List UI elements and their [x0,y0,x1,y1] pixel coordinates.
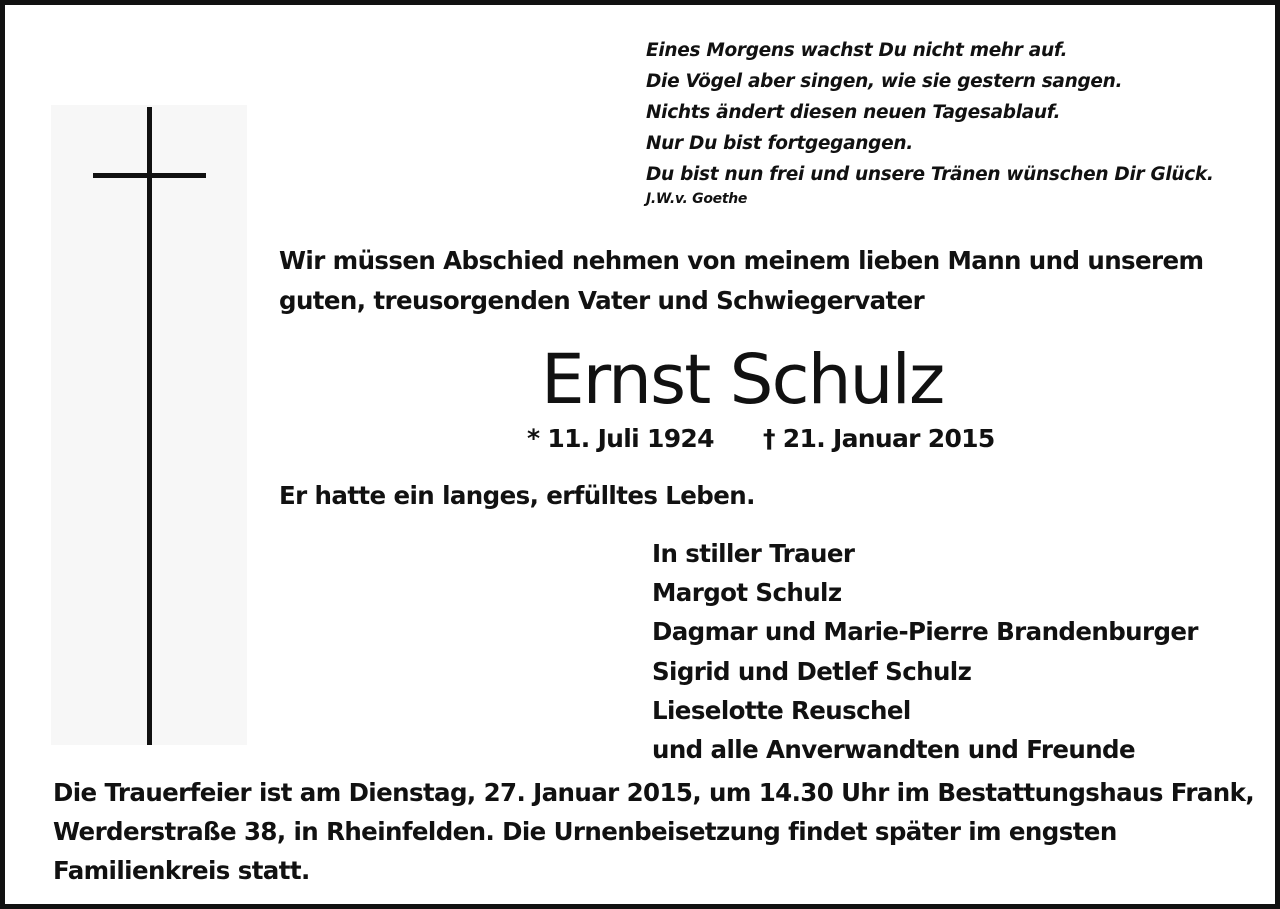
funeral-details [53,773,1253,890]
cross-vertical-bar [147,107,152,745]
funeral-line: Familienkreis statt. [53,856,310,885]
poem-line: Eines Morgens wachst Du nicht mehr auf. [646,40,1068,61]
intro-text [279,241,1219,321]
mourner-name: Dagmar und Marie-Pierre Brandenburger [652,617,1198,647]
mourner-name: Lieselotte Reuschel [652,695,911,725]
poem [646,35,1246,210]
mourner-name: Sigrid und Detlef Schulz [652,656,972,686]
intro-line: Wir müssen Abschied nehmen von meinem lieben Mann und unserem [279,246,1204,275]
poem-line: Du bist nun frei und unsere Tränen wünschen Dir Glück. [646,164,1214,185]
mourners-list [652,534,1212,769]
mourners-heading: In stiller Trauer [652,539,855,568]
cross-horizontal-bar [93,173,206,178]
mourner-name: Margot Schulz [652,578,842,608]
funeral-line: Die Trauerfeier ist am Dienstag, 27. Januar 2015, um 14.30 Uhr im Bestattungshaus Frank, [53,778,1255,807]
death-date: † 21. Januar 2015 [763,424,995,453]
life-statement: Er hatte ein langes, erfülltes Leben. [279,481,755,510]
poem-line: Nichts ändert diesen neuen Tagesablauf. [646,102,1061,123]
poem-line: Die Vögel aber singen, wie sie gestern sangen. [646,71,1123,92]
funeral-line: Werderstraße 38, in Rheinfelden. Die Urnenbeisetzung findet später im engsten [53,817,1117,846]
poem-author: J.W.v. Goethe [646,191,748,207]
mourner-name: und alle Anverwandten und Freunde [652,735,1136,765]
deceased-name: Ernst Schulz [541,340,944,420]
poem-line: Nur Du bist fortgegangen. [646,133,913,154]
birth-date: * 11. Juli 1924 [527,424,714,453]
intro-line: guten, treusorgenden Vater und Schwiegervater [279,286,925,315]
